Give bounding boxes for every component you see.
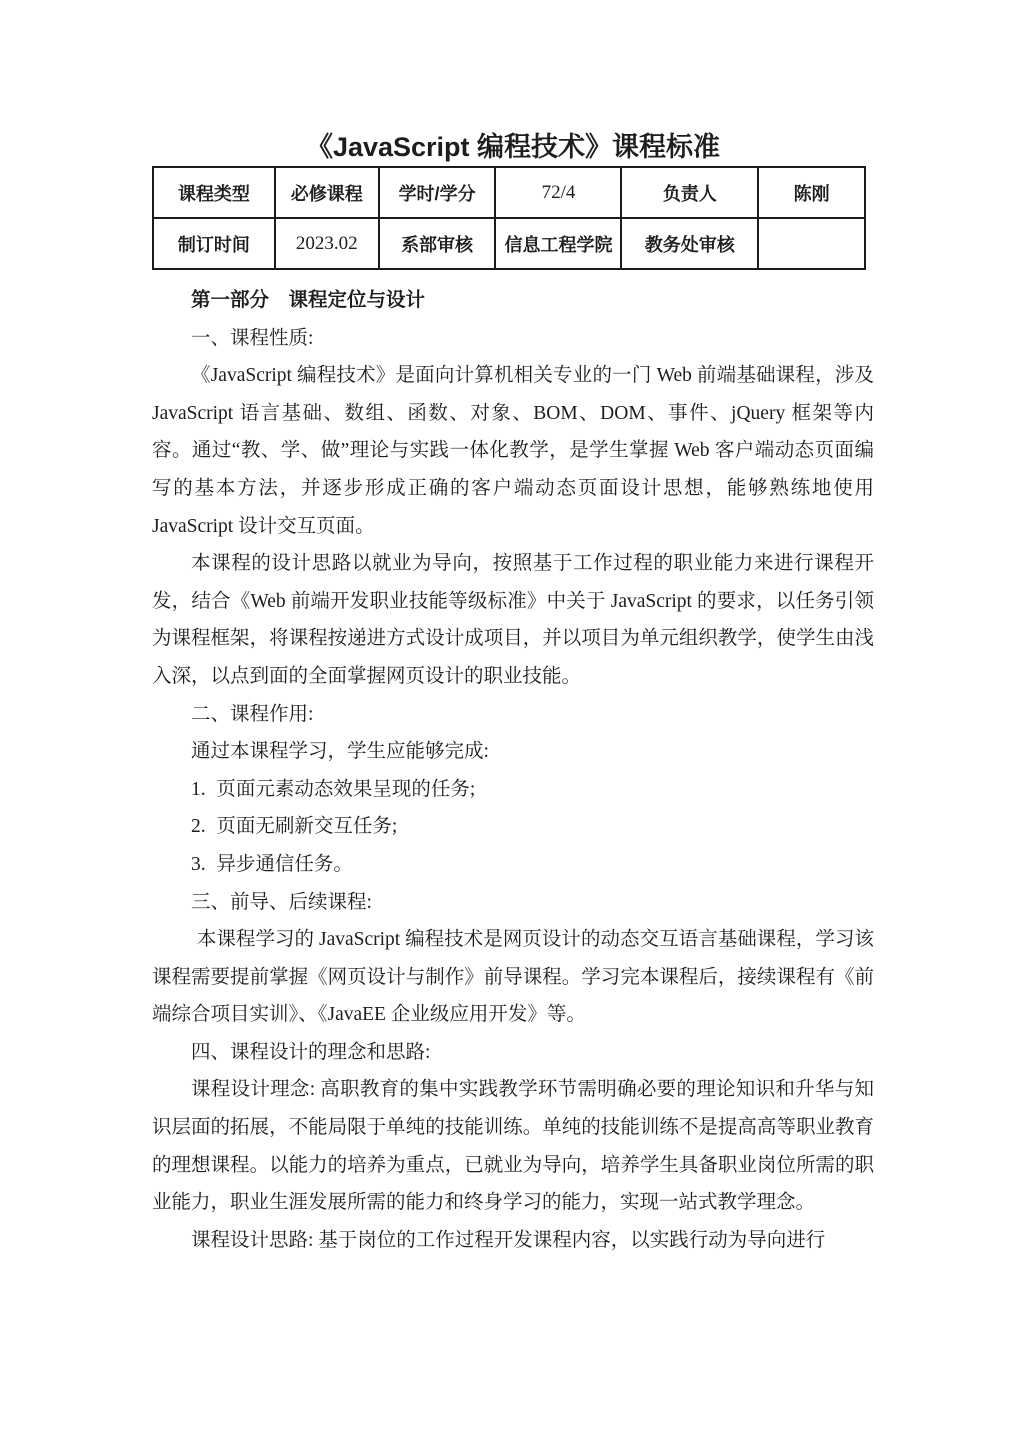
course-type-value: 必修课程 <box>275 167 379 218</box>
section2-heading: 二、课程作用: <box>191 703 314 725</box>
paragraph-course-nature: 《JavaScript 编程技术》是面向计算机相关专业的一门 Web 前端基础课程，涉及 JavaScript 语言基础、数组、函数、对象、BOM、DOM、事件、jQuery 框架等内容。通过“教、学、做”理论与实践一体化教学，是学生掌握 Web 客户端动态页面编写的基本方法，并逐步形成正确的客户端动态页面设计思想，能够熟练地使用 JavaScript 设计交互页面。 <box>152 365 874 537</box>
list-item <box>152 771 874 809</box>
paragraph-design-approach: 本课程的设计思路以就业为导向，按照基于工作过程的职业能力来进行课程开发，结合《Web 前端开发职业技能等级标准》中关于 JavaScript 的要求，以任务引领为课程框架，将课程按递进方式设计成项目，并以项目为单元组织教学，使学生由浅入深，以点到面的全面掌握网页设计的职业技能。 <box>152 553 874 687</box>
section3-heading: 三、前导、后续课程: <box>191 891 372 913</box>
dept-review-label: 系部审核 <box>379 218 496 269</box>
person-in-charge-label: 负责人 <box>621 167 758 218</box>
paragraph-prerequisite-courses: 本课程学习的 JavaScript 编程技术是网页设计的动态交互语言基础课程，学习该课程需要提前掌握《网页设计与制作》前导课程。学习完本课程后，接续课程有《前端综合项目实训》、《JavaEE 企业级应用开发》等。 <box>152 929 874 1026</box>
section2-intro: 通过本课程学习，学生应能够完成: <box>191 741 489 763</box>
formulation-date-label: 制订时间 <box>153 218 275 269</box>
paragraph-design-concept: 课程设计理念: 高职教育的集中实践教学环节需明确必要的理论知识和升华与知识层面的拓展，不能局限于单纯的技能训练。单纯的技能训练不是提高高等职业教育的理想课程。以能力的培养为重点，已就业为导向，培养学生具备职业岗位所需的职业能力，职业生涯发展所需的能力和终身学习的能力，实现一站式教学理念。 <box>152 1079 874 1214</box>
list-item-number: 2. <box>191 816 206 838</box>
list-item-number: 3. <box>191 853 206 875</box>
list-item-text: 页面元素动态效果呈现的任务; <box>216 778 476 800</box>
table-row <box>153 167 865 218</box>
list-item-text: 异步通信任务。 <box>216 853 353 875</box>
page-title: 《JavaScript 编程技术》课程标准 <box>305 132 721 162</box>
paragraph-design-thinking: 课程设计思路: 基于岗位的工作过程开发课程内容，以实践行动为导向进行 <box>191 1229 826 1251</box>
list-item-number: 1. <box>191 778 206 800</box>
course-info-table <box>152 166 866 270</box>
academic-office-review-value <box>758 218 865 269</box>
person-in-charge-value: 陈刚 <box>758 167 865 218</box>
hours-credits-label: 学时/学分 <box>379 167 496 218</box>
hours-credits-value: 72/4 <box>495 167 621 218</box>
academic-office-review-label: 教务处审核 <box>621 218 758 269</box>
list-item <box>152 846 874 884</box>
dept-review-value: 信息工程学院 <box>495 218 621 269</box>
part1-heading: 第一部分 课程定位与设计 <box>191 289 426 311</box>
document-page <box>152 131 874 1259</box>
list-item-text: 页面无刷新交互任务; <box>216 816 398 838</box>
document-body <box>152 282 874 1259</box>
section1-heading: 一、课程性质: <box>191 327 314 349</box>
formulation-date-value: 2023.02 <box>275 218 379 269</box>
list-item <box>152 808 874 846</box>
course-type-label: 课程类型 <box>153 167 275 218</box>
section4-heading: 四、课程设计的理念和思路: <box>191 1041 431 1063</box>
table-row <box>153 218 865 269</box>
